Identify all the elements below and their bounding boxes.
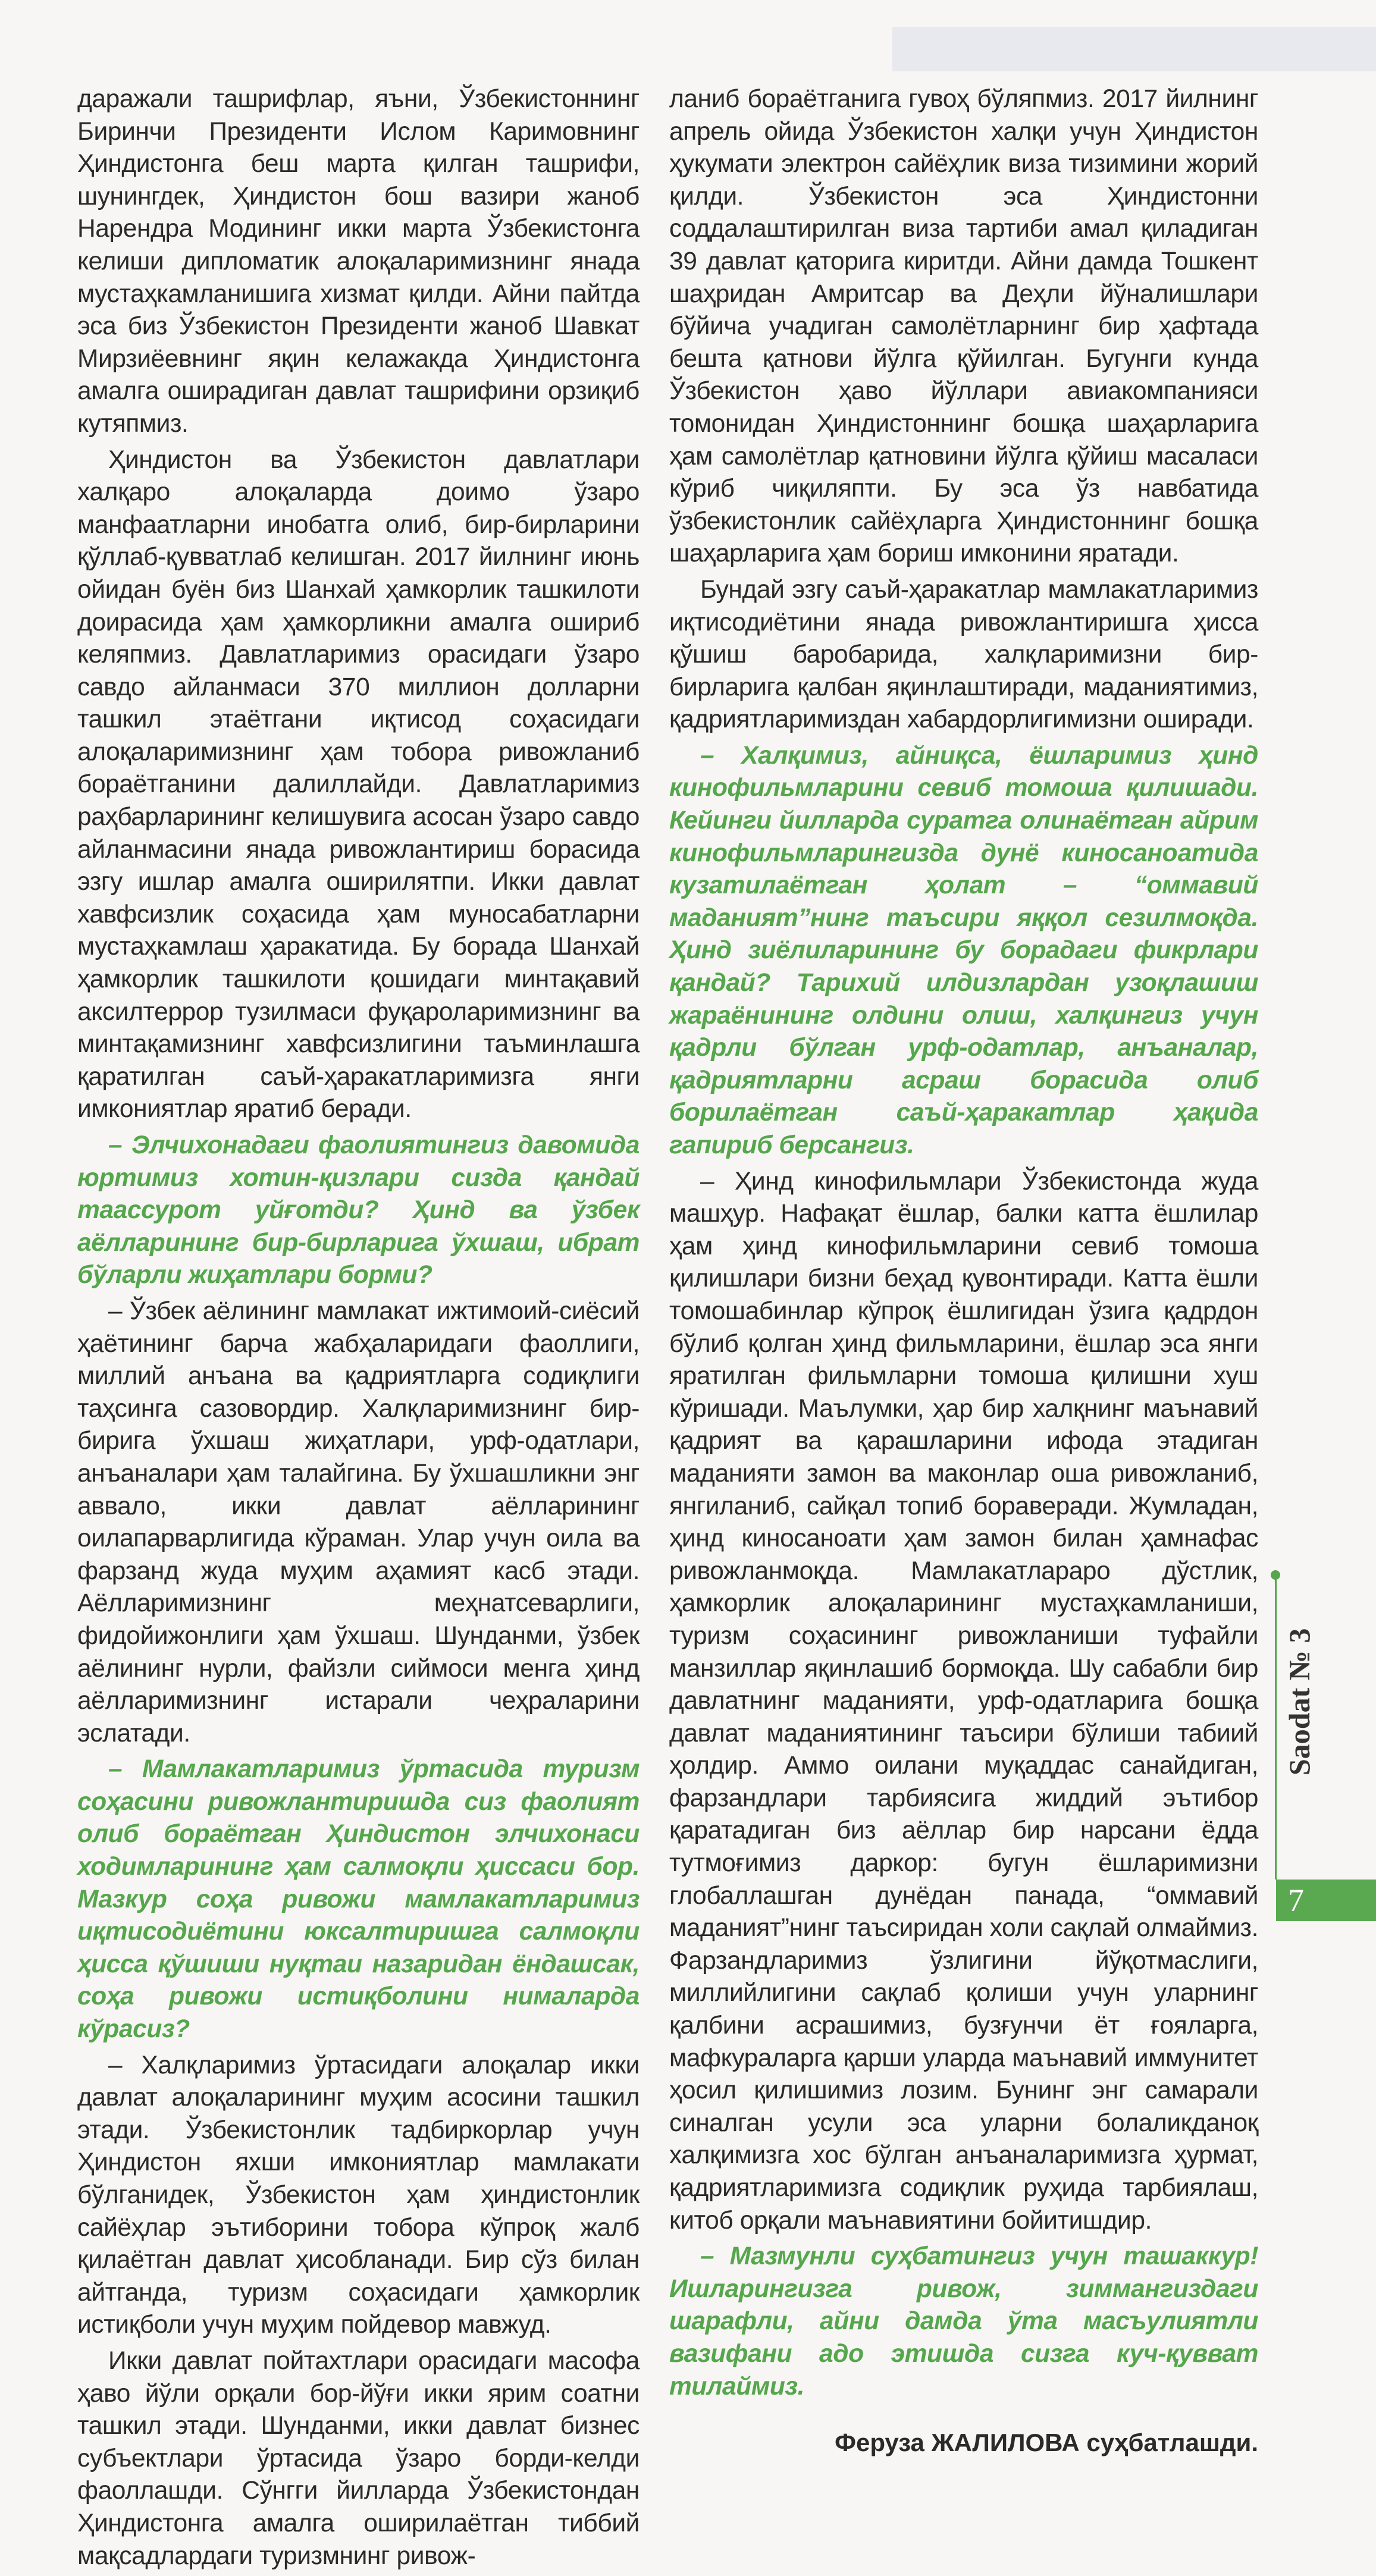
author-signature: Феруза ЖАЛИЛОВА суҳбатлашди.: [835, 2428, 1258, 2457]
page-number: 7: [1276, 1880, 1376, 1921]
paragraph: – Ўзбек аёлининг мамлакат ижтимоий-сиёсий ҳаётининг барча жабҳаларидаги фаоллиги, миллий анъана ва қадриятларга содиқлиги таҳсинга сазовордир. Халқларимизнинг бир-бирига ўхшаш жиҳатлари, урф-одатлари, анъаналари ҳам талайгина. Бу ўхшашликни энг аввало, икки давлат аёлларининг оилапарварлигида кўраман. Улар учун оила ва фарзанд жуда муҳим аҳамият касб этади. Аёлларимизнинг меҳнатсеварлиги, фидойижонлиги ҳам ўхшаш. Шунданми, ўзбек аёлининг нурли, файзли сиймоси менга ҳинд аёлларимизнинг истарали чеҳраларини эслатади.: [77, 1297, 640, 1747]
interview-question: – Мамлакатларимиз ўртасида туризм соҳасини ривожлантиришда сиз фаолият олиб бораётган Ҳиндистон элчихонаси ходимларининг ҳам салмоқли ҳиссаси бор. Мазкур соҳа ривожи мамлакатларимиз иқтисодиётини юксалтиришга салмоқли ҳисса қўшиши нуқтаи назаридан ёндашсак, соҳа ривожи истиқболини нималарда кўрасиз?: [77, 1755, 640, 2044]
paragraph: – Халқларимиз ўртасидаги алоқалар икки давлат алоқаларининг муҳим асосини ташкил этади. Ўзбекистонлик тадбиркорлар учун Ҳиндистон яхши имкониятлар мамлакати бўлганидек, Ўзбекистон ҳам ҳиндистонлик сайёҳлар эътиборини тобора кўпроқ жалб қилаётган давлат ҳисобланади. Бир сўз билан айтганда, туризм соҳасидаги ҳамкорлик истиқболи учун муҳим пойдевор мавжуд.: [77, 2051, 640, 2339]
magazine-issue-label: Saodat № 3: [1283, 1628, 1316, 1775]
left-column: [77, 83, 640, 2576]
interview-question: – Халқимиз, айниқса, ёшларимиз ҳинд кинофильмларини севиб томоша қилишади. Кейинги йилларда суратга олинаётган айрим кинофильмларингизда дунё киносаноатида кузатилаётган ҳолат – “оммавий маданият”нинг таъсири яққол сезилмоқда. Ҳинд зиёлиларининг бу борадаги фикрлари қандай? Тарихий илдизлардан узоқлашиш жараёнининг олдини олиш, халқингиз учун қадрли бўлган урф-одатлар, анъаналар, қадриятларни асраш борасида олиб борилаётган саъй-ҳаракатлар ҳақида гапириб берсангиз.: [669, 741, 1258, 1159]
paragraph: Ҳиндистон ва Ўзбекистон давлатлари халқаро алоқаларда доимо ўзаро манфаатларни инобатга олиб, бир-бирларини қўллаб-қувватлаб келишган. 2017 йилнинг июнь ойидан буён биз Шанхай ҳамкорлик ташкилоти доирасида ҳам ҳамкорликни амалга ошириб келяпмиз. Давлатларимиз орасидаги ўзаро савдо айланмаси 370 миллион долларни ташкил этаётгани иқтисод соҳасидаги алоқаларимизнинг ҳам тобора ривожланиб бораётганини далиллайди. Давлатларимиз раҳбарларининг келишувига асосан ўзаро савдо айланмасини янада ривожлантириш борасида эзгу ишлар амалга оширилятпи. Икки давлат хавфсизлик соҳасида ҳам муносабатларни мустаҳкамлаш ҳаракатида. Бу борада Шанхай ҳамкорлик ташкилоти қошидаги минтақавий аксилтеррор тузилмаси фуқароларимизнинг ва минтақамизнинг хавфсизлигини таъминлашга қаратилган саъй-ҳаракатларимизга янги имкониятлар яратиб беради.: [77, 445, 640, 1124]
paragraph: Бундай эзгу саъй-ҳаракатлар мамлакатларимиз иқтисодиётини янада ривожлантиришга ҳисса қўшиш баробарида, халқларимизни бир-бирларига қалбан яқинлаштиради, маданиятимиз, қадриятларимиздан хабардорлигимизни оширади.: [669, 575, 1258, 734]
paragraph: Икки давлат пойтахтлари орасидаги масофа ҳаво йўли орқали бор-йўғи икки ярим соатни ташкил этади. Шунданми, икки давлат бизнес субъектлари ўртасида ўзаро борди-келди фаоллашди. Сўнгги йилларда Ўзбекистондан Ҳиндистонга амалга оширилаётган тиббий мақсадлардаги туризмнинг ривож-: [77, 2346, 640, 2570]
interview-question: – Элчихонадаги фаолиятингиз давомида юртимиз хотин-қизлари сизда қандай таассурот уйғотди? Ҳинд ва ўзбек аёлларининг бир-бирларига ўхшаш, ибрат бўларли жиҳатлари борми?: [77, 1131, 640, 1289]
paragraph: – Ҳинд кинофильмлари Ўзбекистонда жуда машҳур. Нафақат ёшлар, балки катта ёшлилар ҳам ҳинд кинофильмларини севиб томоша қилишлари бизни беҳад қувонтиради. Катта ёшли томошабинлар кўпроқ ёшлигидан ўзига қадрдон бўлиб қолган ҳинд фильмларини, ёшлар эса янги яратилган фильмларни томоша қилишни хуш кўришади. Маълумки, ҳар бир халқнинг маънавий қадрият ва қарашларини ифода этадиган маданияти замон ва маконлар оша ривожланиб, янгиланиб, сайқал топиб бораверади. Жумладан, ҳинд киносаноати ҳам замон билан ҳамнафас ривожланмоқда. Мамлакатлараро дўстлик, ҳамкорлик алоқаларининг мустаҳкамланиши, туризм соҳасининг ривожланиши туфайли манзиллар яқинлашиб бормоқда. Шу сабабли бир давлатнинг маданияти, урф-одатларига бошқа давлат маданиятининг таъсири бўлиши табиий ҳолдир. Аммо оилани муқаддас санайдиган, фарзандлари тарбиясига жиддий эътибор қаратадиган биз аёллар бир нарсани ёдда тутмоғимиз даркор: бугун ёшларимизни глобаллашган дунёдан панада, “оммавий маданият”нинг таъсиридан холи сақлай олмаймиз. Фарзандларимиз ўзлигини йўқотмаслиги, миллийлигини сақлаб қолиши учун уларнинг қалбини асрашимиз, бузғунчи ёт ғояларга, мафкураларга қарши уларда маънавий иммунитет ҳосил қилишимиз лозим. Бунинг энг самарали синалган усули эса уларни болаликданоқ халқимизга хос бўлган анъаналаримизга ҳурмат, қадриятларимизга содиқлик руҳида тарбиялаш, китоб орқали маънавиятини бойитишдир.: [669, 1167, 1258, 2235]
header-band: [892, 27, 1376, 71]
interview-question: – Мазмунли суҳбатингиз учун ташаккур! Ишларингизга ривож, зиммангиздаги шарафли, айни дамда ўта масъулиятли вазифани адо этишда сизга куч-қувват тилаймиз.: [669, 2242, 1258, 2401]
sidebar-divider: [1275, 1576, 1277, 1880]
paragraph: ланиб бораётганига гувоҳ бўляпмиз. 2017 йилнинг апрель ойида Ўзбекистон халқи учун Ҳиндистон ҳукумати электрон сайёҳлик виза тизимини жорий қилди. Ўзбекистон эса Ҳиндистонни соддалаштирилган виза тартиби амал қиладиган 39 давлат қаторига киритди. Айни дамда Тошкент шаҳридан Амритсар ва Деҳли йўналишлари бўйича учадиган самолётларнинг бир ҳафтада бешта қатнови йўлга қўйилган. Бугунги кунда Ўзбекистон ҳаво йўллари авиакомпанияси томонидан Ҳиндистоннинг бошқа шаҳарларига ҳам самолётлар қатновини йўлга қўйиш масаласи кўриб чиқиляпти. Бу эса ўз навбатида ўзбекистонлик сайёҳларга Ҳиндистоннинг бошқа шаҳарларига ҳам бориш имконини яратади.: [669, 85, 1258, 568]
right-column: [669, 83, 1258, 2459]
paragraph: даражали ташрифлар, яъни, Ўзбекистоннинг Биринчи Президенти Ислом Каримовнинг Ҳиндистонга беш марта қилган ташрифи, шунингдек, Ҳиндистон бош вазири жаноб Нарендра Модининг икки марта Ўзбекистонга келиши дипломатик алоқаларимизнинг янада мустаҳкамланишига хизмат қилди. Айни пайтда эса биз Ўзбекистон Президенти жаноб Шавкат Мирзиёевнинг яқин келажакда Ҳиндистонга амалга оширадиган давлат ташрифини орзиқиб кутяпмиз.: [77, 85, 640, 438]
